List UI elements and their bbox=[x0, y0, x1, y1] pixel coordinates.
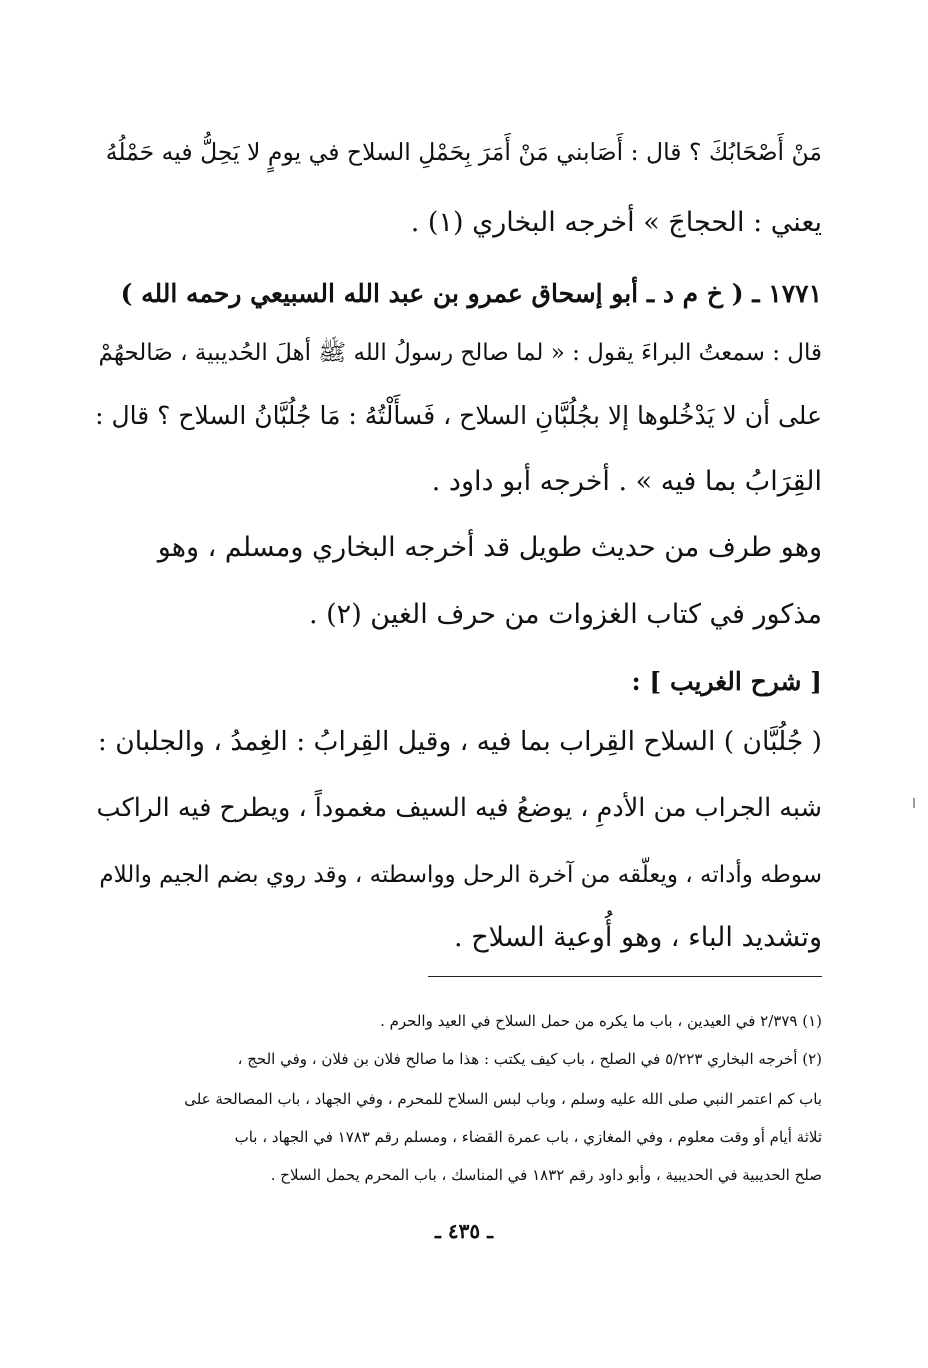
text-line-9: شبه الجراب من الأدمِ ، يوضعُ فيه السيف مغموداً ، ويطرح فيه الراكب bbox=[96, 793, 822, 823]
text-line-3: قال : سمعتُ البراءَ يقول : « لما صالح رسولُ الله ﷺ أهلَ الحُديبية ، صَالحهُمْ bbox=[98, 340, 822, 366]
text-line-5: القِرَابُ بما فيه » . أخرجه أبو داود . bbox=[431, 466, 822, 497]
page-number: ـ ٤٣٥ ـ bbox=[435, 1219, 493, 1243]
text-line-1: مَنْ أَصْحَابُكَ ؟ قال : أَصَابني مَنْ أَمَرَ بِحَمْلِ السلاح في يومٍ لا يَحِلُّ فيه حَمْلُهُ bbox=[105, 138, 822, 166]
footnote-2-line-3: ثلاثة أيام أو وقت معلوم ، وفي المغازي ، باب عمرة القضاء ، ومسلم رقم ١٧٨٣ في الجهاد ، باب bbox=[234, 1128, 822, 1146]
text-line-6: وهو طرف من حديث طويل قد أخرجه البخاري ومسلم ، وهو bbox=[157, 532, 822, 563]
text-line-11: وتشديد الباء ، وهو أُوعية السلاح . bbox=[454, 922, 822, 953]
text-line-7: مذكور في كتاب الغزوات من حرف الغين (٢) . bbox=[308, 599, 822, 630]
text-line-2: يعني : الحجاجَ » أخرجه البخاري (١) . bbox=[410, 207, 822, 238]
footnote-2-line-2: باب كم اعتمر النبي صلى الله عليه وسلم ، وباب لبس السلاح للمحرم ، وفي الجهاد ، باب المصالحة على bbox=[184, 1090, 822, 1108]
footnote-separator bbox=[428, 976, 822, 977]
scan-mark bbox=[913, 798, 915, 808]
text-line-4: على أن لا يَدْخُلوها إلا بجُلُبَّانِ السلاح ، فَسأَلْتُهُ : مَا جُلُبَّانُ السلاح ؟ قال : bbox=[95, 401, 822, 430]
text-line-8: ( جُلُبَّان ) السلاح القِراب بما فيه ، وقيل القِرابُ : الغِمدُ ، والجلبان : bbox=[97, 726, 822, 757]
footnote-1: (١) ٢/٣٧٩ في العيدين ، باب ما يكره من حمل السلاح في العيد والحرم . bbox=[380, 1012, 822, 1030]
hadith-heading: ١٧٧١ ـ ( خ م د ـ أبو إسحاق عمرو بن عبد الله السبيعي رحمه الله ) bbox=[120, 279, 822, 308]
section-title: [ شرح الغريب ] : bbox=[631, 667, 822, 696]
footnote-2-line-4: صلح الحديبية في الحديبية ، وأبو داود رقم ١٨٣٢ في المناسك ، باب المحرم يحمل السلاح . bbox=[270, 1166, 822, 1184]
text-line-10: سوطه وأداته ، ويعلّقه من آخرة الرحل وواسطته ، وقد روي بضم الجيم واللام bbox=[99, 862, 822, 888]
footnote-2-line-1: (٢) أخرجه البخاري ٥/٢٢٣ في الصلح ، باب كيف يكتب : هذا ما صالح فلان بن فلان ، وفي الحج ، bbox=[237, 1050, 822, 1068]
